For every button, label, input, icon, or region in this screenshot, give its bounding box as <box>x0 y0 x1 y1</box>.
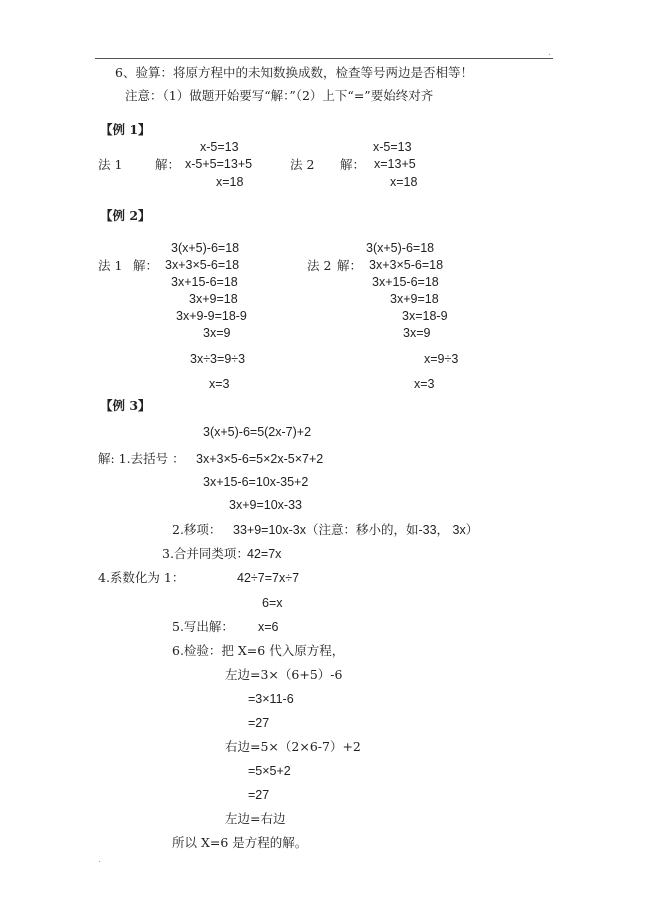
ex2-m2-line3: 3x+15-6=18 <box>372 275 439 289</box>
ex3-left-line2: =3×11-6 <box>248 692 294 706</box>
ex3-right-line3: =27 <box>248 788 270 802</box>
ex2-m1-line4: 3x+9=18 <box>189 292 238 306</box>
ex3-step2-line: 33+9=10x-3x（注意：移小的，如-33， 3x） <box>233 523 479 537</box>
ex3-step4-line1: 42÷7=7x÷7 <box>237 571 300 585</box>
ex3-step1-line2: 3x+15-6=10x-35+2 <box>203 475 309 489</box>
ex3-step1-line1: 3x+3×5-6=5×2x-5×7+2 <box>196 452 324 466</box>
ex1-method1-jie: 解： <box>155 157 181 172</box>
ex2-m1-line7: 3x÷3=9÷3 <box>190 352 246 366</box>
ex3-step3-line: 42=7x <box>247 547 282 561</box>
ex2-m2-line1: 3(x+5)-6=18 <box>366 241 435 255</box>
ex2-m2-line8: x=3 <box>414 377 435 391</box>
ex1-m1-line3: x=18 <box>216 175 244 189</box>
ex3-right-line2: =5×5+2 <box>248 764 291 778</box>
ex3-step1-line3: 3x+9=10x-33 <box>229 498 302 512</box>
note-line: 注意：（1）做题开始要写“解：”（2）上下“=”要始终对齐 <box>125 88 434 103</box>
ex3-left-line3: =27 <box>248 716 270 730</box>
ex3-step1-label: 解: 1.去括号 ： <box>98 451 185 466</box>
ex3-equal-line: 左边=右边 <box>225 811 286 826</box>
ex2-m1-line5: 3x+9-9=18-9 <box>176 309 247 323</box>
ex2-method2-label: 法 2 <box>307 258 332 273</box>
ex2-m1-line6: 3x=9 <box>203 326 231 340</box>
ex3-conclusion: 所以 X=6 是方程的解。 <box>172 835 308 850</box>
ex1-method2-jie: 解： <box>340 157 366 172</box>
ex3-step5-line: x=6 <box>258 620 279 634</box>
ex3-step6-line: 6.检验：把 X=6 代入原方程， <box>172 643 345 658</box>
ex2-m2-line7: x=9÷3 <box>424 352 459 366</box>
ex2-m2-line4: 3x+9=18 <box>390 292 439 306</box>
corner-mark-bottom: . <box>98 855 101 865</box>
ex2-method1-label: 法 1 <box>98 258 123 273</box>
header-rule <box>95 58 553 59</box>
ex2-m1-line1: 3(x+5)-6=18 <box>171 241 240 255</box>
ex2-m1-line2: 3x+3×5-6=18 <box>165 258 240 272</box>
ex2-m1-line8: x=3 <box>209 377 230 391</box>
ex2-method2-jie: 解： <box>337 258 363 273</box>
example-2-title: 【例 2】 <box>100 208 151 223</box>
example-3-title: 【例 3】 <box>100 398 151 413</box>
ex3-step3-label: 3.合并同类项： <box>162 546 249 561</box>
ex1-method1-label: 法 1 <box>98 157 123 172</box>
ex3-step4-line2: 6=x <box>262 596 283 610</box>
ex1-m1-line1: x-5=13 <box>200 140 239 154</box>
ex3-step5-label: 5.写出解： <box>172 619 234 634</box>
ex3-left-line1: 左边=3×（6+5）-6 <box>225 667 343 682</box>
ex3-step4-label: 4.系数化为 1： <box>98 570 185 585</box>
ex2-m2-line5: 3x=18-9 <box>402 309 448 323</box>
ex1-m1-line2: x-5+5=13+5 <box>185 157 253 171</box>
ex1-m2-line2: x=13+5 <box>374 157 416 171</box>
ex1-m2-line3: x=18 <box>390 175 418 189</box>
ex1-m2-line1: x-5=13 <box>373 140 412 154</box>
ex3-right-line1: 右边=5×（2×6-7）+2 <box>225 739 361 754</box>
corner-mark: . <box>548 48 551 58</box>
ex3-step2-label: 2.移项： <box>172 522 222 537</box>
ex1-method2-label: 法 2 <box>290 157 315 172</box>
ex2-m1-line3: 3x+15-6=18 <box>171 275 238 289</box>
example-1-title: 【例 1】 <box>100 122 151 137</box>
step-6-verify: 6、验算：将原方程中的未知数换成数，检查等号两边是否相等！ <box>115 65 473 80</box>
ex2-m2-line6: 3x=9 <box>403 326 431 340</box>
ex2-method1-jie: 解： <box>133 258 159 273</box>
ex2-m2-line2: 3x+3×5-6=18 <box>369 258 444 272</box>
ex3-equation: 3(x+5)-6=5(2x-7)+2 <box>203 425 312 439</box>
